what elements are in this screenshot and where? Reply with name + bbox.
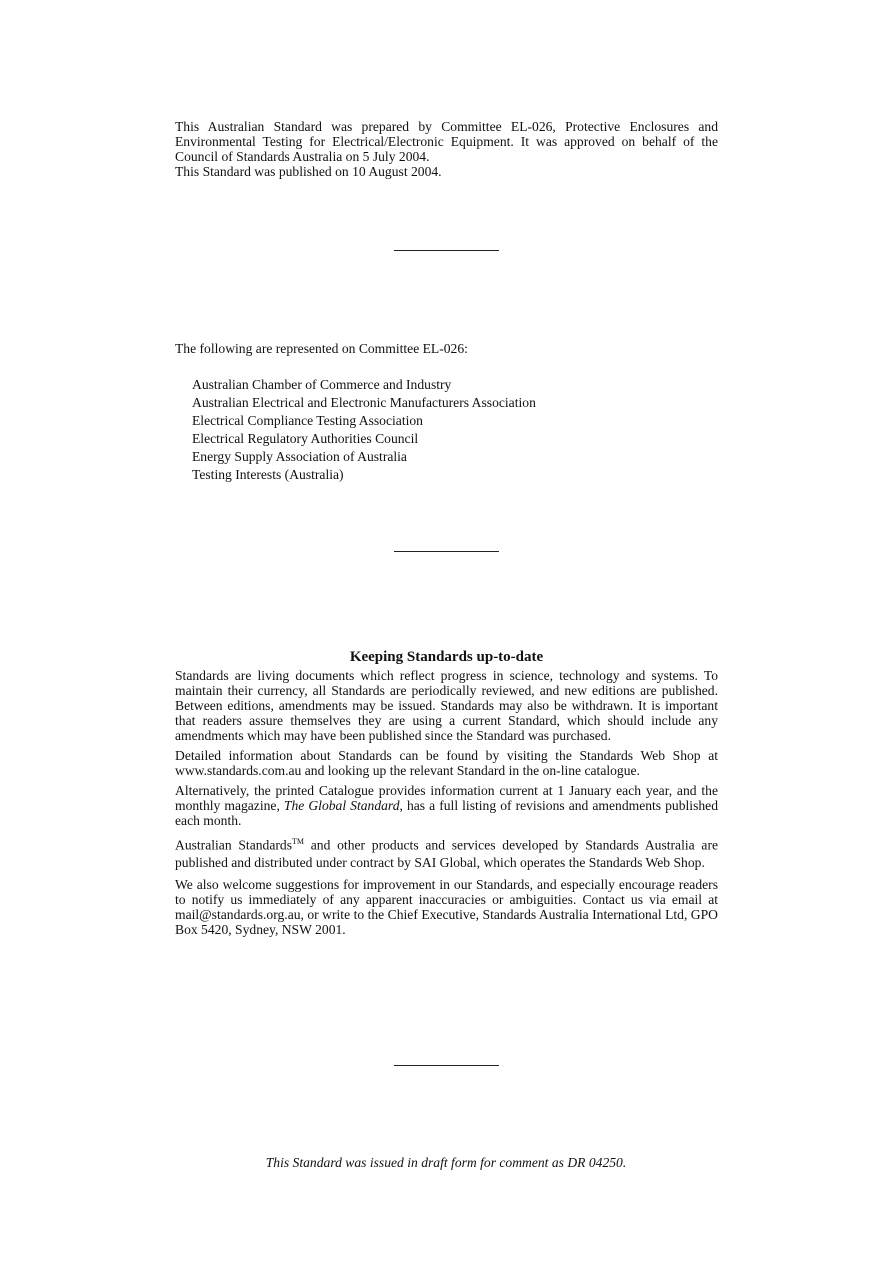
draft-note: This Standard was issued in draft form for comment as DR 04250. [265, 1155, 627, 1170]
magazine-title: The Global Standard [283, 798, 400, 813]
suggestions-paragraph: We also welcome suggestions for improvement in our Standards, and especially encourage readers to notify us immediately of any apparent inaccuracies or ambiguities. Contact us via email at mail@standards.org.au, or write to the Chief Executive, Standards Australia International Ltd, GPO Box 5420, Sydney, NSW 2001. [175, 876, 718, 937]
keeping-standards-section [175, 648, 718, 942]
committee-intro: The following are represented on Committee EL-026: [175, 341, 468, 356]
divider-rule [394, 1065, 499, 1066]
distribution-paragraph [175, 833, 718, 872]
list-item: Energy Supply Association of Australia [192, 449, 407, 464]
committee-section [175, 340, 718, 484]
preparation-paragraph: This Australian Standard was prepared by Committee EL-026, Protective Enclosures and Environmental Testing for Electrical/Electronic Equipment. It was approved on behalf of the Council of Standards Australia on 5 July 2004. [175, 119, 718, 164]
catalogue-text-start: Alternatively, the printed Catalogue provides information current at 1 January each year, and the monthly magazine, [175, 783, 718, 813]
catalogue-text-end: , has a full listing of revisions and amendments published each month. [175, 798, 718, 828]
divider-rule [394, 250, 499, 251]
committee-member-list [192, 376, 718, 484]
list-item: Electrical Regulatory Authorities Council [192, 431, 419, 446]
publication-date-paragraph: This Standard was published on 10 August 2004. [175, 164, 442, 179]
list-item: Testing Interests (Australia) [192, 467, 344, 482]
list-item: Australian Chamber of Commerce and Industry [192, 377, 452, 392]
living-documents-paragraph: Standards are living documents which reflect progress in science, technology and systems. To maintain their currency, all Standards are periodically reviewed, and new editions are published. Between editions, amendments may be issued. Standards may also be withdrawn. It is important that readers assure themselves they are using a current Standard, which should include any amendments which may have been published since the Standard was purchased. [175, 668, 718, 743]
section-heading: Keeping Standards up-to-date [349, 649, 544, 665]
trademark-symbol: TM [292, 837, 304, 846]
list-item: Australian Electrical and Electronic Manufacturers Association [192, 395, 536, 410]
web-shop-paragraph: Detailed information about Standards can be found by visiting the Standards Web Shop at www.standards.com.au and looking up the relevant Standard in the on-line catalogue. [175, 748, 718, 778]
list-item: Electrical Compliance Testing Association [192, 413, 423, 428]
distribution-text-end: and other products and services developed by Standards Australia are published and distributed under contract by SAI Global, which operates the Standards Web Shop. [175, 837, 718, 871]
catalogue-paragraph [175, 783, 718, 828]
preparation-section [175, 119, 718, 179]
divider-rule [394, 551, 499, 552]
distribution-text-start: Australian Standards [175, 837, 292, 853]
